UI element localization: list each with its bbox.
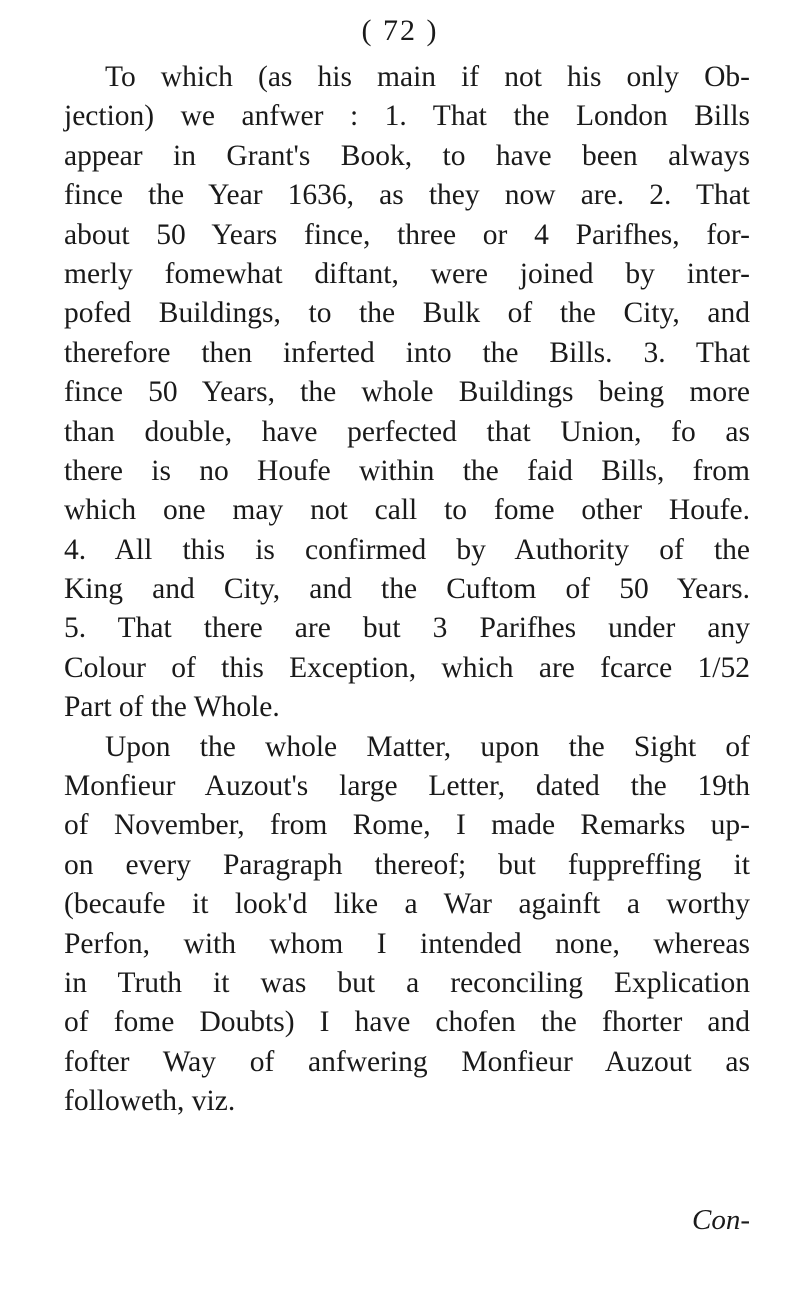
text-line: Colour of this Exception, which are fcarce 1/52	[64, 651, 750, 684]
text-line: fince 50 Years, the whole Buildings being more	[64, 376, 750, 409]
text-line: followeth, viz.	[64, 1085, 236, 1118]
text-line: pofed Buildings, to the Bulk of the City, and	[64, 297, 750, 330]
text-line: which one may not call to fome other Houfe.	[64, 494, 750, 527]
text-line: about 50 Years fince, three or 4 Parifhes, for-	[64, 218, 750, 251]
text-line: appear in Grant's Book, to have been always	[64, 139, 750, 172]
text-line: Monfieur Auzout's large Letter, dated the 19th	[64, 770, 750, 803]
text-line: fince the Year 1636, as they now are. 2. That	[64, 179, 750, 212]
text-line: than double, have perfected that Union, fo as	[64, 415, 750, 448]
page-number: ( 72 )	[361, 14, 439, 47]
catchword: Con-	[692, 1204, 750, 1236]
text-line: fofter Way of anfwering Monfieur Auzout as	[64, 1045, 750, 1078]
text-line: jection) we anfwer : 1. That the London Bills	[64, 100, 750, 133]
text-line: of November, from Rome, I made Remarks up-	[64, 809, 750, 842]
text-line: in Truth it was but a reconciling Explication	[64, 966, 750, 999]
text-line: Part of the Whole.	[64, 691, 280, 724]
text-line: merly fomewhat diftant, were joined by inter-	[64, 257, 750, 290]
text-line: Perfon, with whom I intended none, whereas	[64, 927, 750, 960]
text-line: therefore then inferted into the Bills. 3. That	[64, 336, 750, 369]
text-line: King and City, and the Cuftom of 50 Years.	[64, 573, 750, 606]
text-line: of fome Doubts) I have chofen the fhorter and	[64, 1006, 750, 1039]
text-line: there is no Houfe within the faid Bills, from	[64, 454, 750, 487]
text-line: 4. All this is confirmed by Authority of the	[64, 533, 750, 566]
text-line: 5. That there are but 3 Parifhes under any	[64, 612, 750, 645]
body-text	[64, 58, 750, 1122]
text-line: Upon the whole Matter, upon the Sight of	[105, 730, 750, 763]
text-line: To which (as his main if not his only Ob-	[105, 61, 750, 93]
text-line: on every Paragraph thereof; but fuppreffing it	[64, 848, 750, 881]
text-line: (becaufe it look'd like a War againft a worthy	[64, 888, 750, 921]
